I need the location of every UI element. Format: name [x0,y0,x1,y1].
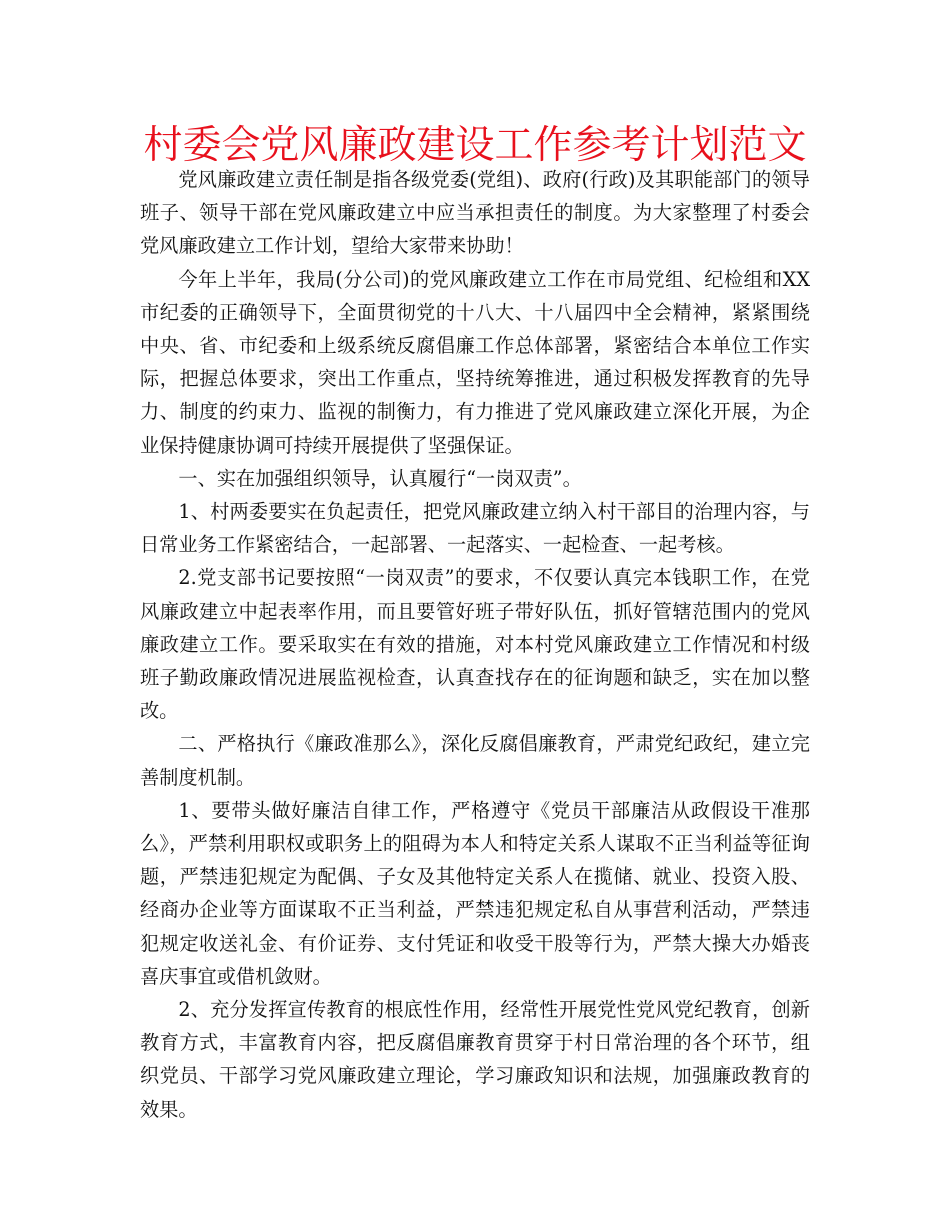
paragraph-summary: 今年上半年，我局(分公司)的党风廉政建立工作在市局党组、纪检组和XX市纪委的正确领导下，全面贯彻党的十八大、十八届四中全会精神，紧紧围绕中央、省、市纪委和上级系统反腐倡廉工作总体部署，紧密结合本单位工作实际，把握总体要求，突出工作重点，坚持统筹推进，通过积极发挥教育的先导力、制度的约束力、监视的制衡力，有力推进了党风廉政建立深化开展，为企业保持健康协调可持续开展提供了坚强保证。 [140,267,810,457]
section-heading-two: 二、严格执行《廉政准那么》，深化反腐倡廉教育，严肃党纪政纪，建立完善制度机制。 [140,732,810,789]
paragraph-item: 1、村两委要实在负起责任，把党风廉政建立纳入村干部目的治理内容，与日常业务工作紧密结合，一起部署、一起落实、一起检查、一起考核。 [140,500,810,557]
document-title: 村委会党风廉政建设工作参考计划范文 [143,123,807,168]
section-heading-one: 一、实在加强组织领导，认真履行“一岗双责”。 [178,466,582,490]
paragraph-item: 1、要带头做好廉洁自律工作，严格遵守《党员干部廉洁从政假设干准那么》，严禁利用职权或职务上的阻碍为本人和特定关系人谋取不正当利益等征询题，严禁违犯规定为配偶、子女及其他特定关系人在揽储、就业、投资入股、经商办企业等方面谋取不正当利益，严禁违犯规定私自从事营利活动，严禁违犯规定收送礼金、有价证券、支付凭证和收受干股等行为，严禁大操大办婚丧喜庆事宜或借机敛财。 [140,798,810,988]
paragraph-intro: 党风廉政建立责任制是指各级党委(党组)、政府(行政)及其职能部门的领导班子、领导干部在党风廉政建立中应当承担责任的制度。为大家整理了村委会党风廉政建立工作计划，望给大家带来协助！ [140,168,810,258]
document-body [140,163,810,1126]
paragraph-item: 2.党支部书记要按照“一岗双责”的要求，不仅要认真完本钱职工作，在党风廉政建立中起表率作用，而且要管好班子带好队伍，抓好管辖范围内的党风廉政建立工作。要采取实在有效的措施，对本村党风廉政建立工作情况和村级班子勤政廉政情况进展监视检查，认真查找存在的征询题和缺乏，实在加以整改。 [140,566,810,723]
paragraph-item: 2、充分发挥宣传教育的根底性作用，经常性开展党性党风党纪教育，创新教育方式，丰富教育内容，把反腐倡廉教育贯穿于村日常治理的各个环节，组织党员、干部学习党风廉政建立理论，学习廉政知识和法规，加强廉政教育的效果。 [140,998,810,1121]
